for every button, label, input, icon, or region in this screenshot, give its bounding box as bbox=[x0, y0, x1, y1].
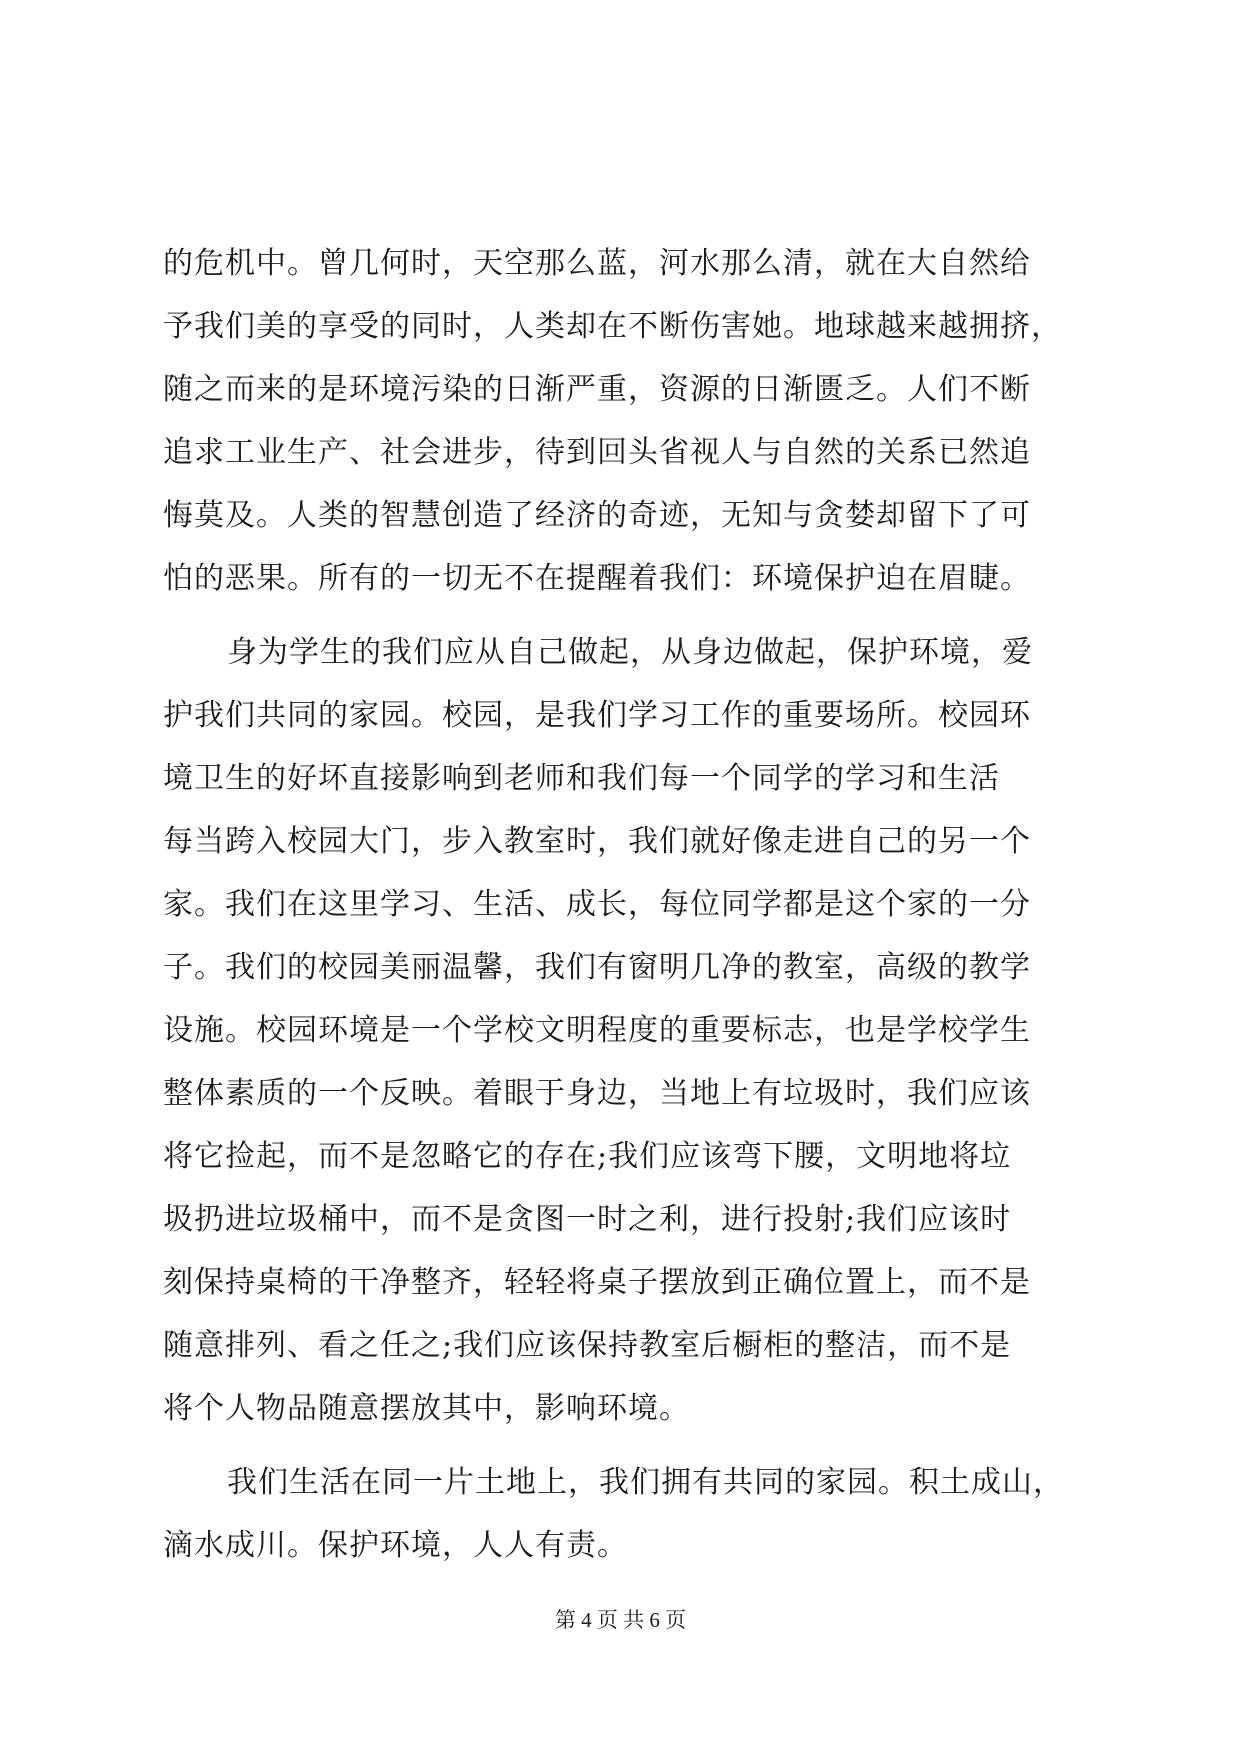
text-line: 随之而来的是环境污染的日渐严重，资源的日渐匮乏。人们不断 bbox=[163, 372, 1031, 407]
text-line: 滴水成川。保护环境，人人有责。 bbox=[163, 1528, 628, 1563]
text-line: 身为学生的我们应从自己做起，从身边做起，保护环境，爱 bbox=[227, 635, 1033, 670]
text-line: 整体素质的一个反映。着眼于身边，当地上有垃圾时，我们应该 bbox=[163, 1076, 1031, 1111]
text-line: 圾扔进垃圾桶中，而不是贪图一时之利，进行投射;我们应该时 bbox=[163, 1202, 1012, 1237]
text-line: 将它捡起，而不是忽略它的存在;我们应该弯下腰，文明地将垃 bbox=[163, 1139, 1012, 1174]
text-line: 怕的恶果。所有的一切无不在提醒着我们：环境保护迫在眉睫。 bbox=[163, 561, 1031, 596]
paragraph-spacing bbox=[163, 610, 1083, 621]
text-line: 追求工业生产、社会进步，待到回头省视人与自然的关系已然追 bbox=[163, 435, 1031, 470]
text-line: 每当跨入校园大门，步入教室时，我们就好像走进自己的另一个 bbox=[163, 824, 1031, 859]
text-line: 境卫生的好坏直接影响到老师和我们每一个同学的学习和生活 bbox=[163, 761, 1000, 796]
page-number-footer: 第 4 页 共 6 页 bbox=[554, 1608, 687, 1632]
paragraph-3 bbox=[163, 1451, 1083, 1577]
paragraph-1 bbox=[163, 232, 1083, 610]
text-line: 予我们美的享受的同时，人类却在不断伤害她。地球越来越拥挤， bbox=[163, 309, 1062, 344]
text-line: 悔莫及。人类的智慧创造了经济的奇迹，无知与贪婪却留下了可 bbox=[163, 498, 1031, 533]
text-line: 随意排列、看之任之;我们应该保持教室后橱柜的整洁，而不是 bbox=[163, 1328, 1012, 1363]
text-line: 设施。校园环境是一个学校文明程度的重要标志，也是学校学生 bbox=[163, 1013, 1031, 1048]
text-line: 刻保持桌椅的干净整齐，轻轻将桌子摆放到正确位置上，而不是 bbox=[163, 1265, 1031, 1300]
text-line: 将个人物品随意摆放其中，影响环境。 bbox=[163, 1391, 690, 1426]
text-line: 家。我们在这里学习、生活、成长，每位同学都是这个家的一分 bbox=[163, 887, 1031, 922]
text-line: 护我们共同的家园。校园，是我们学习工作的重要场所。校园环 bbox=[163, 698, 1031, 733]
text-line: 子。我们的校园美丽温馨，我们有窗明几净的教室，高级的教学 bbox=[163, 950, 1031, 985]
paragraph-2 bbox=[163, 621, 1083, 1440]
paragraph-spacing bbox=[163, 1440, 1083, 1451]
document-body bbox=[163, 232, 1083, 1577]
text-line: 我们生活在同一片土地上，我们拥有共同的家园。积土成山， bbox=[227, 1465, 1064, 1500]
text-line: 的危机中。曾几何时，天空那么蓝，河水那么清，就在大自然给 bbox=[163, 246, 1031, 281]
